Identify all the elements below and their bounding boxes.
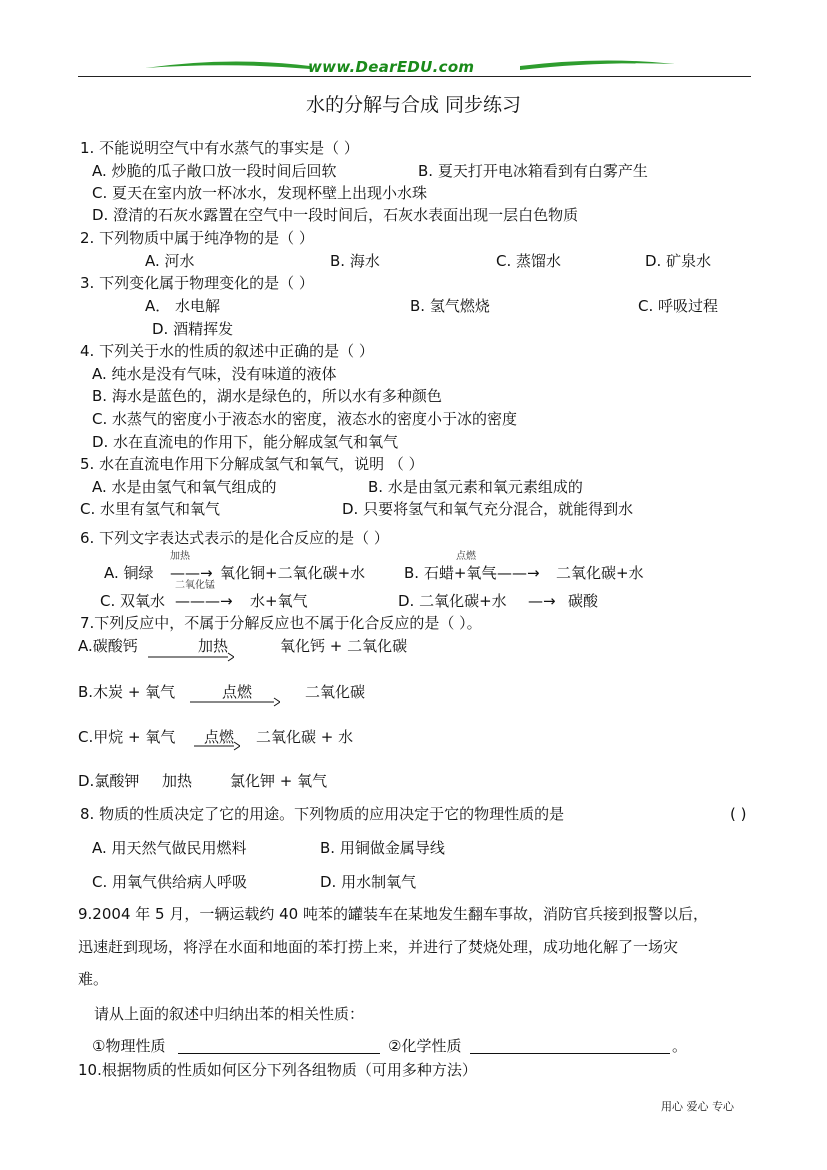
q1-option-d: D. 澄清的石灰水露置在空气中一段时间后，石灰水表面出现一层白色物质	[92, 206, 579, 224]
q6-option-b-product: 二氧化碳+水	[556, 564, 644, 582]
q4-option-d: D. 水在直流电的作用下，能分解成氢气和氧气	[92, 433, 399, 451]
q9-physical-label: ①物理性质	[92, 1037, 166, 1055]
q7-a-condition: 加热	[198, 637, 229, 655]
q7-option-d-product: 氯化钾 + 氧气	[230, 772, 328, 790]
q3-stem: 3. 下列变化属于物理变化的是（ ）	[80, 274, 314, 292]
q1-option-c: C. 夏天在室内放一杯冰水，发现杯壁上出现小水珠	[92, 184, 428, 202]
q7-option-a-reactant: A.碳酸钙	[78, 637, 138, 655]
q2-option-b: B. 海水	[330, 252, 380, 270]
q9-chemical-label: ②化学性质	[388, 1037, 462, 1055]
q4-option-c: C. 水蒸气的密度小于液态水的密度，液态水的密度小于冰的密度	[92, 410, 518, 428]
q2-option-a: A. 河水	[145, 252, 195, 270]
q9-text-line-2: 迅速赶到现场，将浮在水面和地面的苯打捞上来，并进行了焚烧处理，成功地化解了一场灾	[78, 938, 679, 956]
q2-stem: 2. 下列物质中属于纯净物的是（ ）	[80, 229, 314, 247]
q6-option-d-product: 碳酸	[568, 592, 599, 610]
q3-option-b: B. 氢气燃烧	[410, 297, 490, 315]
q6-option-a-product: 氧化铜+二氧化碳+水	[220, 564, 366, 582]
header-divider	[78, 76, 751, 77]
q9-text-line-3: 难。	[78, 970, 109, 988]
q6-b-condition: 点燃	[456, 551, 476, 562]
q7-c-condition: 点燃	[204, 728, 235, 746]
q7-option-b-product: 二氧化碳	[305, 683, 366, 701]
q1-stem: 1. 不能说明空气中有水蒸气的事实是（ ）	[80, 139, 359, 157]
q9-text-line-1: 9.2004 年 5 月，一辆运载约 40 吨苯的罐装车在某地发生翻车事故，消防官兵接到报警以后，	[78, 905, 708, 923]
q5-stem: 5. 水在直流电作用下分解成氢气和氧气，说明 （ ）	[80, 455, 424, 473]
q8-option-d: D. 用水制氧气	[320, 873, 417, 891]
q6-c-arrow: ———→	[175, 592, 233, 610]
q7-b-arrow-icon	[190, 697, 280, 707]
q2-option-d: D. 矿泉水	[645, 252, 712, 270]
q8-option-b: B. 用铜做金属导线	[320, 839, 445, 857]
q10-stem: 10.根据物质的性质如何区分下列各组物质（可用多种方法）	[78, 1061, 477, 1079]
q6-a-arrow: ——→	[170, 564, 213, 582]
q6-option-b-reactant: B. 石蜡+氧气	[404, 564, 497, 582]
footer-motto: 用心 爱心 专心	[661, 1100, 734, 1113]
q9-physical-answer-blank[interactable]	[178, 1037, 380, 1054]
q6-a-condition: 加热	[170, 551, 190, 562]
q9-chemical-answer-blank[interactable]	[470, 1037, 670, 1054]
q7-option-b-reactant: B.木炭 + 氧气	[78, 683, 176, 701]
q7-d-condition: 加热	[162, 772, 193, 790]
q6-stem: 6. 下列文字表达式表示的是化合反应的是（ ）	[80, 529, 389, 547]
q6-c-condition: 二氧化锰	[175, 580, 215, 591]
q8-option-c: C. 用氧气供给病人呼吸	[92, 873, 248, 891]
q6-d-arrow: —→	[528, 592, 556, 610]
q3-option-d: D. 酒精挥发	[152, 320, 234, 338]
q6-option-d-reactant: D. 二氧化碳+水	[398, 592, 507, 610]
q5-option-b: B. 水是由氢元素和氧元素组成的	[368, 478, 583, 496]
q3-option-a: A． 水电解	[145, 297, 221, 315]
q5-option-c: C. 水里有氢气和氧气	[80, 500, 221, 518]
q6-option-c-product: 水+氧气	[250, 592, 308, 610]
q6-b-arrow: ———→	[482, 564, 540, 582]
q1-option-a: A. 炒脆的瓜子敞口放一段时间后回软	[92, 162, 337, 180]
q7-option-c-reactant: C.甲烷 + 氧气	[78, 728, 176, 746]
q5-option-d: D. 只要将氢气和氧气充分混合，就能得到水	[342, 500, 634, 518]
q7-option-c-product: 二氧化碳 + 水	[256, 728, 354, 746]
q3-option-c: C. 呼吸过程	[638, 297, 719, 315]
q7-b-condition: 点燃	[222, 683, 253, 701]
q7-c-arrow-icon	[194, 741, 240, 751]
q7-option-d-reactant: D.氯酸钾	[78, 772, 140, 790]
q6-option-a-reactant: A. 铜绿	[104, 564, 154, 582]
q5-option-a: A. 水是由氢气和氧气组成的	[92, 478, 277, 496]
q7-option-a-product: 氧化钙 + 二氧化碳	[280, 637, 408, 655]
q8-answer-paren: ( )	[730, 805, 747, 823]
page-title: 水的分解与合成 同步练习	[305, 94, 522, 116]
q9-prompt: 请从上面的叙述中归纳出苯的相关性质：	[94, 1005, 365, 1023]
q1-option-b: B. 夏天打开电冰箱看到有白雾产生	[418, 162, 648, 180]
q7-stem: 7.下列反应中，不属于分解反应也不属于化合反应的是（ ）。	[80, 614, 482, 632]
q8-option-a: A. 用天然气做民用燃料	[92, 839, 247, 857]
q7-a-arrow-icon	[148, 652, 234, 662]
q4-stem: 4. 下列关于水的性质的叙述中正确的是（ ）	[80, 342, 374, 360]
q4-option-b: B. 海水是蓝色的，湖水是绿色的，所以水有多种颜色	[92, 387, 442, 405]
q6-option-c-reactant: C. 双氧水	[100, 592, 166, 610]
brand-logo-text: www.DearEDU.com	[308, 58, 475, 76]
q9-end-mark: 。	[672, 1037, 688, 1055]
q8-stem: 8. 物质的性质决定了它的用途。下列物质的应用决定于它的物理性质的是	[80, 805, 565, 823]
q2-option-c: C. 蒸馏水	[496, 252, 562, 270]
q4-option-a: A. 纯水是没有气味，没有味道的液体	[92, 365, 337, 383]
